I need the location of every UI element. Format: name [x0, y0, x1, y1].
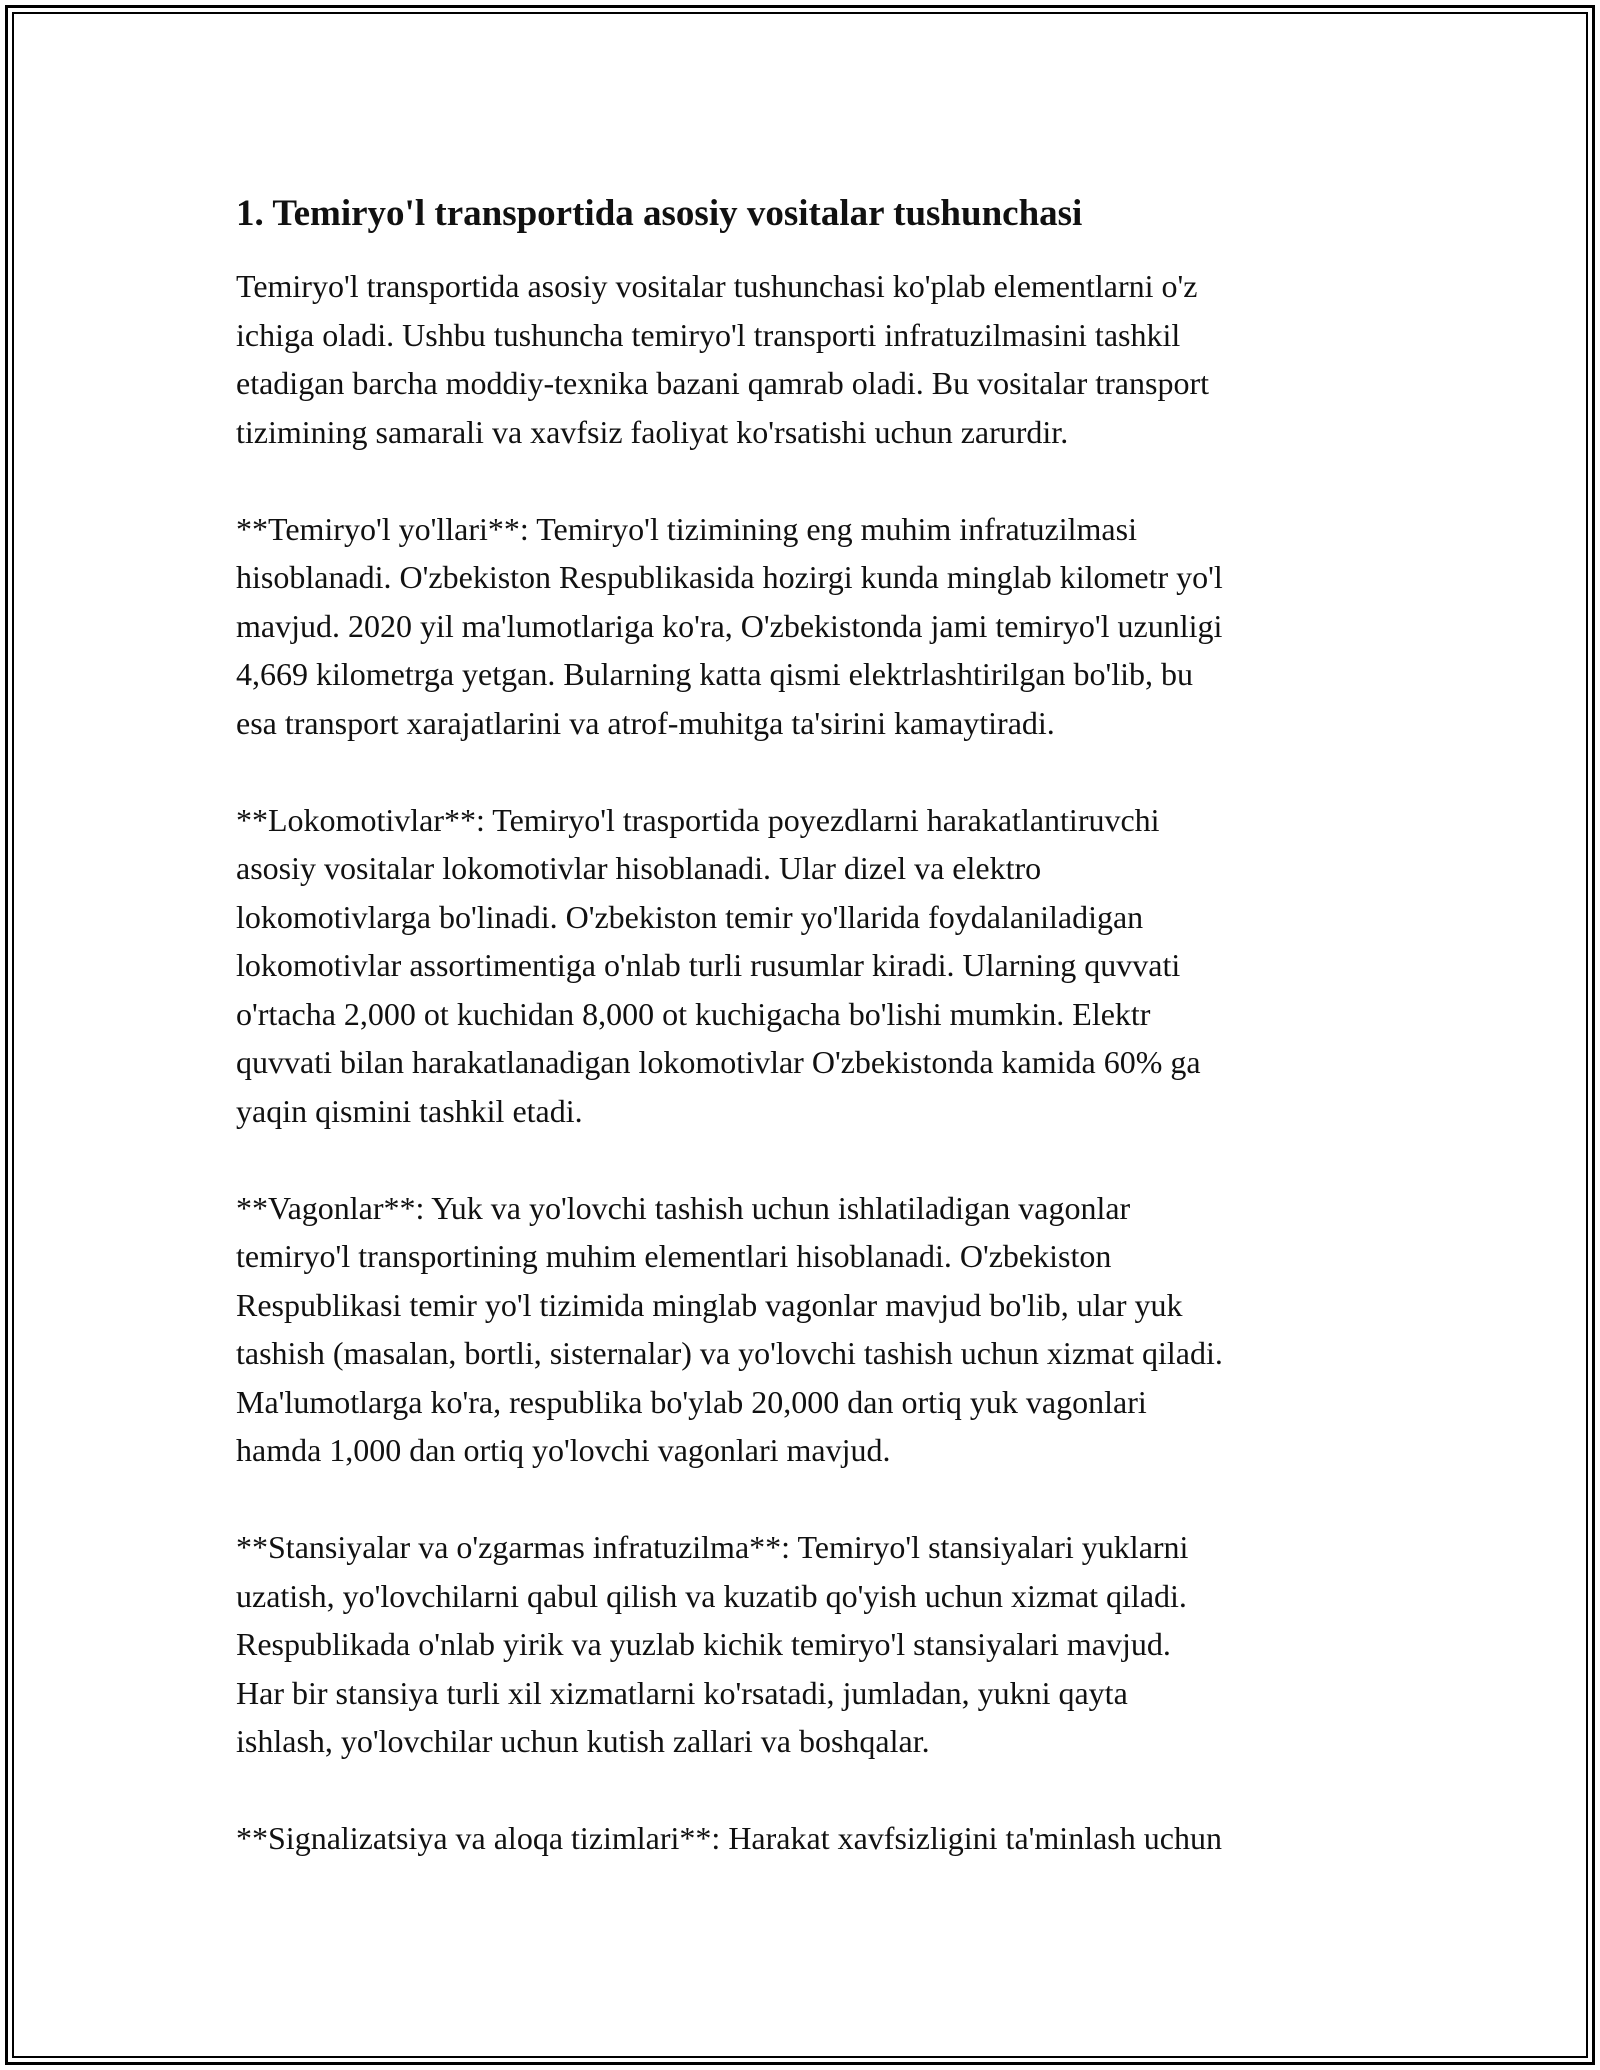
paragraph-stations: **Stansiyalar va o'zgarmas infratuzilma**: Temiryo'l stansiyalari yuklarni uzatish, yo'lovchilarni qabul qilish va kuzatib qo'yish uchun xizmat qiladi. Respublikada o'nlab yirik va yuzlab kichik temiryo'l stansiyalari mavjud. Har bir stansiya turli xil xizmatlarni ko'rsatadi, jumladan, yukni qayta ishlash, yo'lovchilar uchun kutish zallari va boshqalar. — [236, 1529, 1189, 1759]
document-body — [236, 186, 1376, 1863]
paragraph-wagons: **Vagonlar**: Yuk va yo'lovchi tashish uchun ishlatiladigan vagonlar temiryo'l transportining muhim elementlari hisoblanadi. O'zbekiston Respublikasi temir yo'l tizimida minglab vagonlar mavjud bo'lib, ular yuk tashish (masalan, bortli, sisternalar) va yo'lovchi tashish uchun xizmat qiladi. Ma'lumotlarga ko'ra, respublika bo'ylab 20,000 dan ortiq yuk vagonlari hamda 1,000 dan ortiq yo'lovchi vagonlari mavjud. — [236, 1189, 1223, 1468]
paragraph-railway-tracks: **Temiryo'l yo'llari**: Temiryo'l tizimining eng muhim infratuzilmasi hisoblanadi. O'zbekiston Respublikasida hozirgi kunda minglab kilometr yo'l mavjud. 2020 yil ma'lumotlariga ko'ra, O'zbekistonda jami temiryo'l uzunligi 4,669 kilometrga yetgan. Bularning katta qismi elektrlashtirilgan bo'lib, bu esa transport xarajatlarini va atrof-muhitga ta'sirini kamaytiradi. — [236, 510, 1223, 741]
paragraph-intro: Temiryo'l transportida asosiy vositalar tushunchasi ko'plab elementlarni o'z ichiga oladi. Ushbu tushuncha temiryo'l transporti infratuzilmasini tashkil etadigan barcha moddiy-texnika bazani qamrab oladi. Bu vositalar transport tizimining samarali va xavfsiz faoliyat ko'rsatishi uchun zarurdir. — [236, 268, 1209, 450]
paragraph-locomotives: **Lokomotivlar**: Temiryo'l trasportida poyezdlarni harakatlantiruvchi asosiy vositalar lokomotivlar hisoblanadi. Ular dizel va elektro lokomotivlarga bo'linadi. O'zbekiston temir yo'llarida foydalaniladigan lokomotivlar assortimentiga o'nlab turli rusumlar kiradi. Ularning quvvati o'rtacha 2,000 ot kuchidan 8,000 ot kuchigacha bo'lishi mumkin. Elektr quvvati bilan harakatlanadigan lokomotivlar O'zbekistonda kamida 60% ga yaqin qismini tashkil etadi. — [236, 801, 1201, 1129]
section-title: 1. Temiryo'l transportida asosiy vositalar tushunchasi — [236, 193, 1083, 234]
paragraph-signalling: **Signalizatsiya va aloqa tizimlari**: Harakat xavfsizligini ta'minlash uchun — [236, 1820, 1222, 1856]
